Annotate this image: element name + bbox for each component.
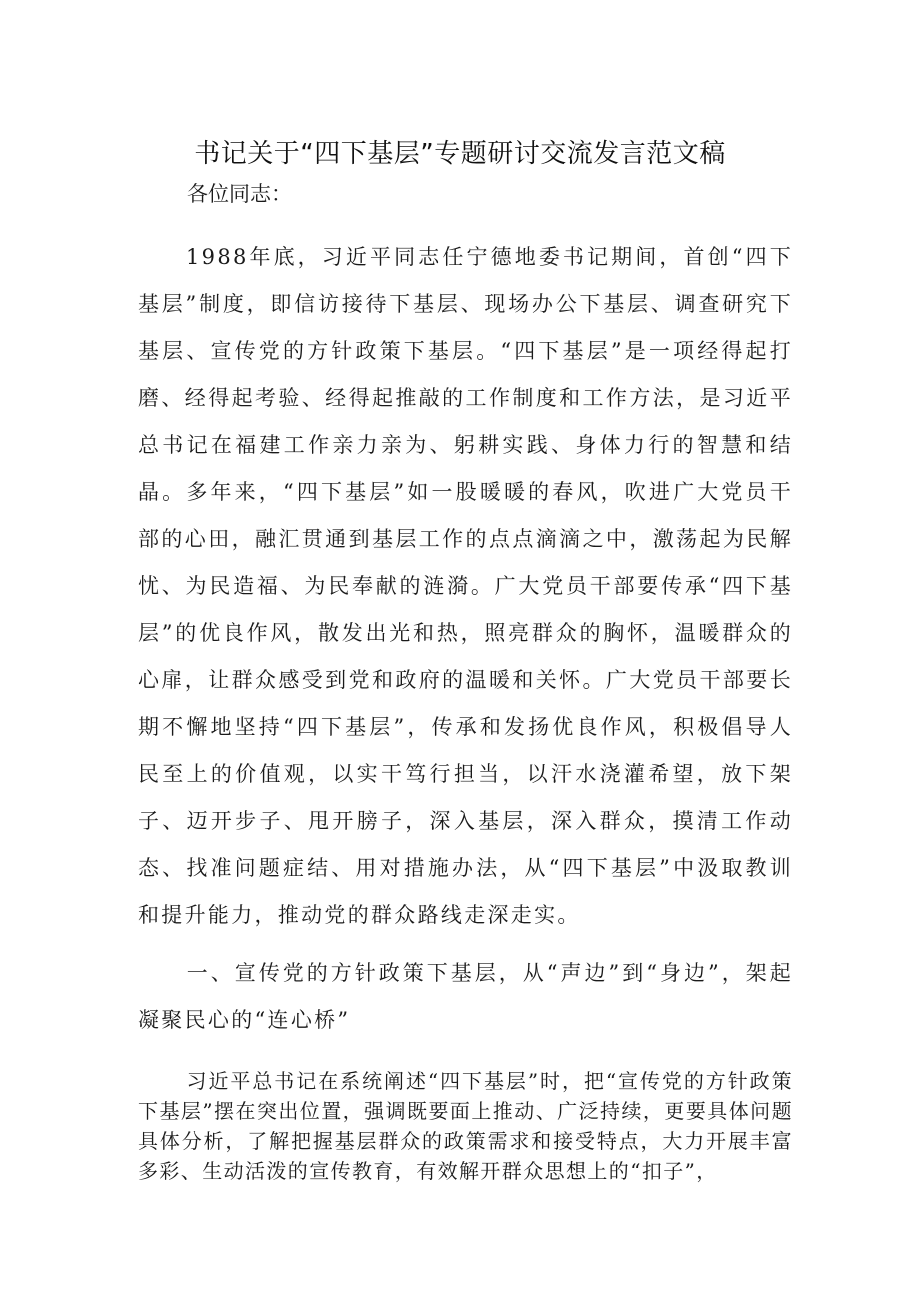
body-paragraph-1	[138, 234, 793, 939]
body-paragraph-2-text: 习近平总书记在系统阐述“四下基层”时，把“宣传党的方针政策下基层”摆在突出位置，强调既要面上推动、广泛持续，更要具体问题具体分析，了解把握基层群众的政策需求和接受特点，大力开展丰富多彩、生动活泼的宣传教育，有效解开群众思想上的“扣子”，	[138, 1069, 793, 1183]
section-heading-1-text: 一、宣传党的方针政策下基层，从“声边”到“身边”，架起凝聚民心的“连心桥”	[138, 961, 793, 1032]
body-paragraph-1-text: 1988年底，习近平同志任宁德地委书记期间，首创“四下基层”制度，即信访接待下基层、现场办公下基层、调查研究下基层、宣传党的方针政策下基层。“四下基层”是一项经得起打磨、经得起考验、经得起推敲的工作制度和工作方法，是习近平总书记在福建工作亲力亲为、躬耕实践、身体力行的智慧和结晶。多年来，“四下基层”如一股暖暖的春风，吹进广大党员干部的心田，融汇贯通到基层工作的点点滴滴之中，激荡起为民解忧、为民造福、为民奉献的涟漪。广大党员干部要传承“四下基层”的优良作风，散发出光和热，照亮群众的胸怀，温暖群众的心扉，让群众感受到党和政府的温暖和关怀。广大党员干部要长期不懈地坚持“四下基层”，传承和发扬优良作风，积极倡导人民至上的价值观，以实干笃行担当，以汗水浇灌希望，放下架子、迈开步子、甩开膀子，深入基层，深入群众，摸清工作动态、找准问题症结、用对措施办法，从“四下基层”中汲取教训和提升能力，推动党的群众路线走深走实。	[138, 245, 793, 927]
document-title: 书记关于“四下基层”专题研讨交流发言范文稿	[194, 139, 726, 169]
section-heading-1	[138, 950, 793, 1044]
salutation: 各位同志：	[187, 182, 292, 206]
body-paragraph-2	[138, 1066, 793, 1186]
